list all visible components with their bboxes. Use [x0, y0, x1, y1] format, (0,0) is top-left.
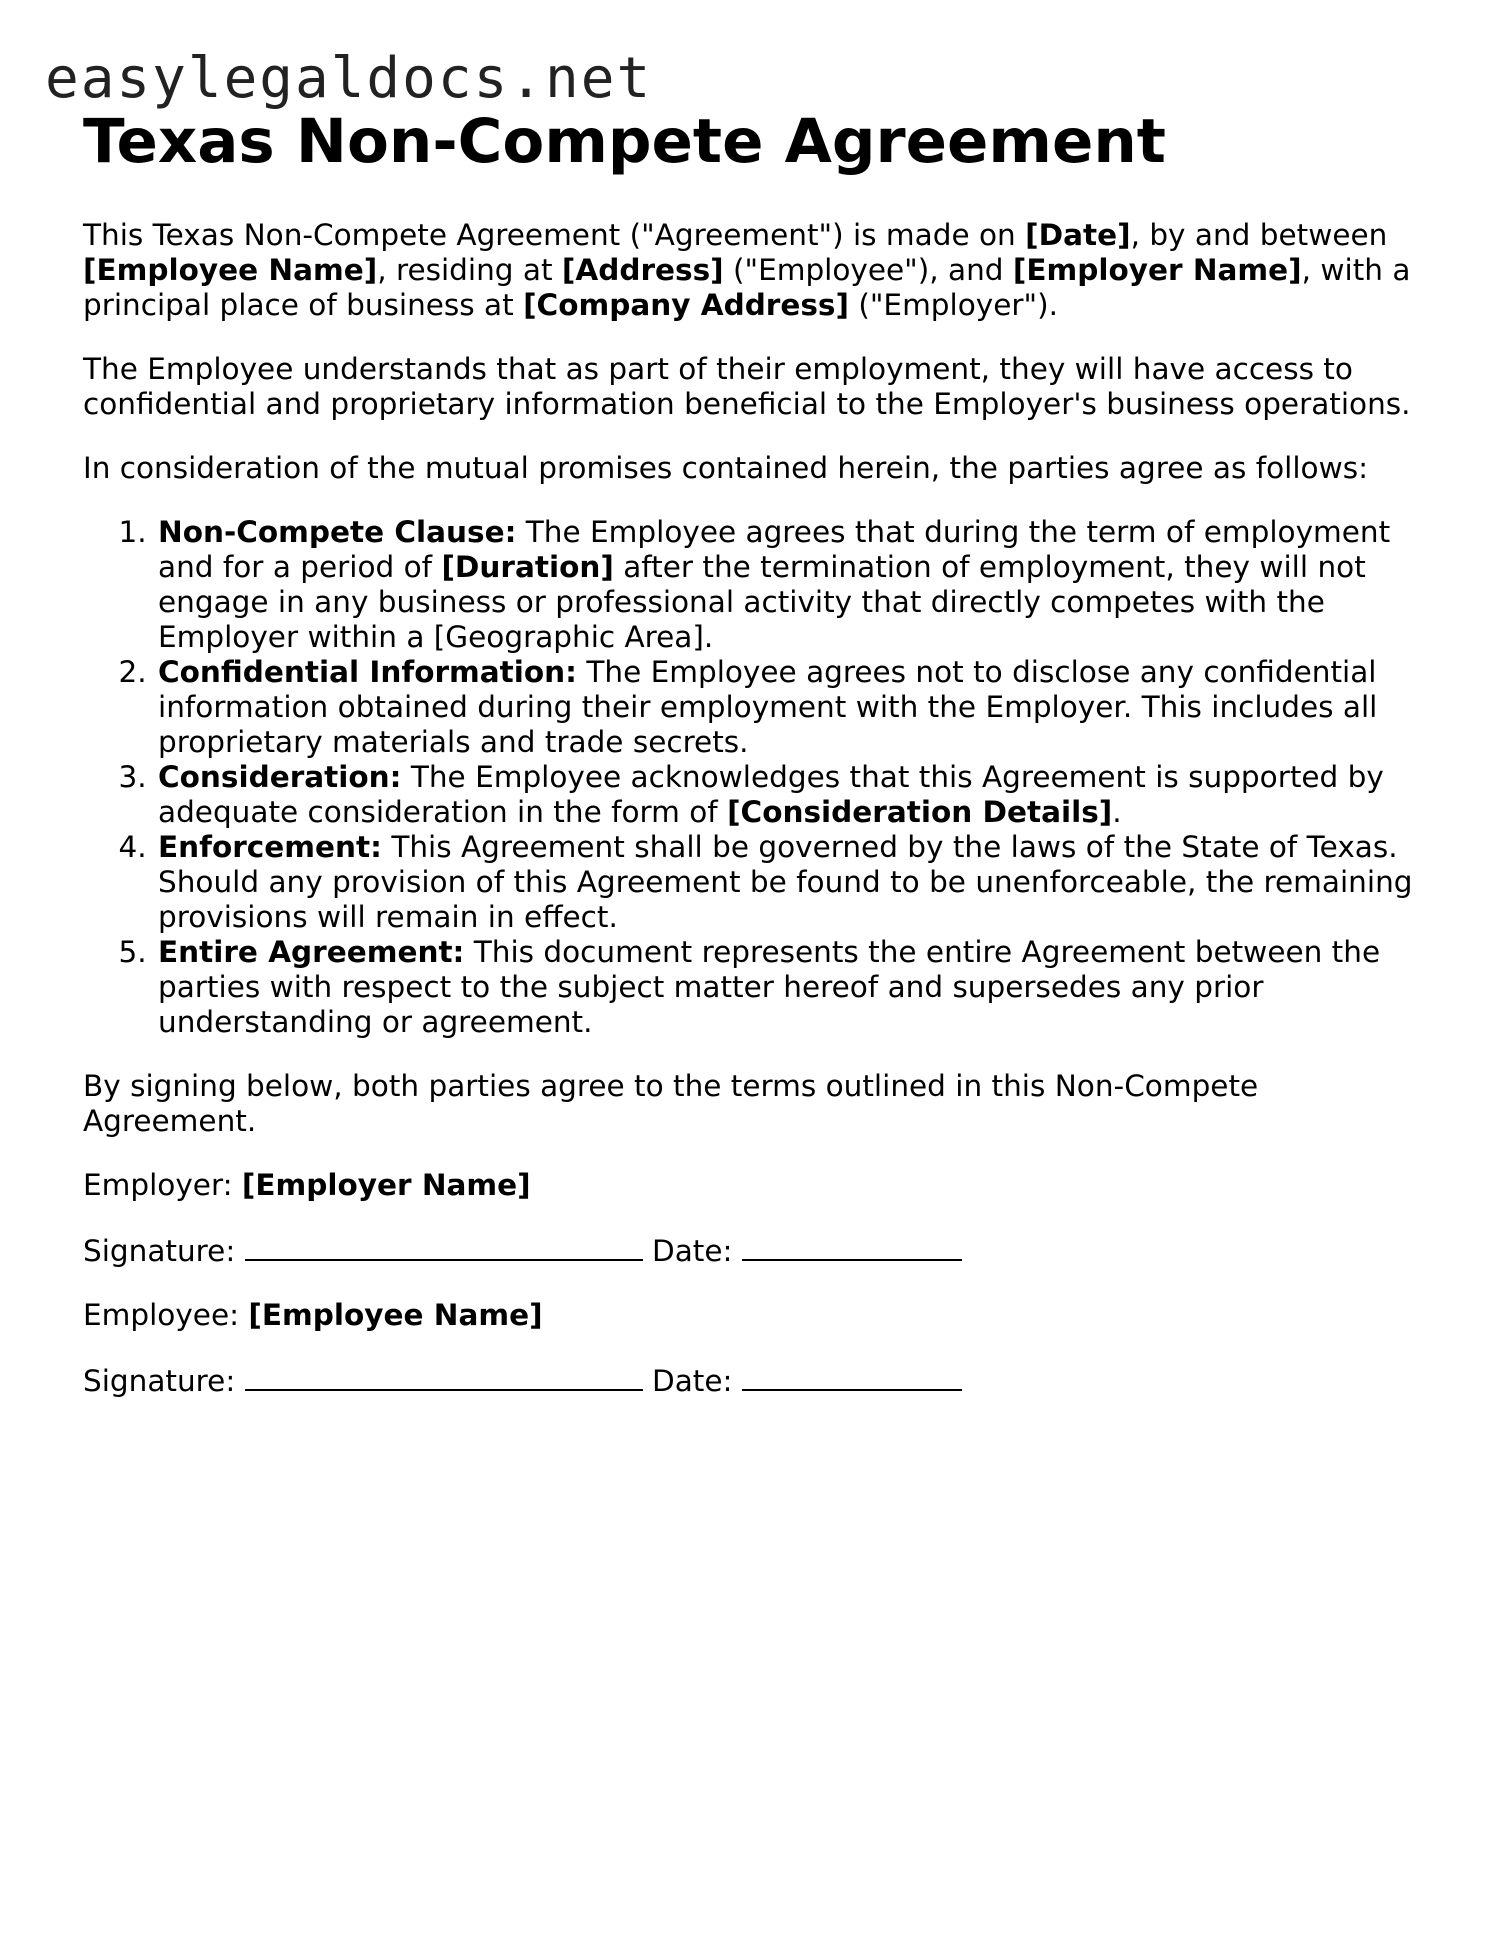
clause-heading: Entire Agreement:	[158, 935, 465, 969]
clause-text: after the termination of employment, they will not engage in any business or professional activity that directly competes with the Employer within a [Geographic Area].	[158, 550, 1366, 654]
clause-heading: Enforcement:	[158, 830, 382, 864]
clause-text: The Employee acknowledges that this Agreement is supported by adequate consideration in the form of	[158, 760, 1384, 829]
clause-enforcement	[156, 830, 1423, 935]
employee-line	[83, 1298, 1423, 1333]
watermark: easylegaldocs.net	[45, 46, 653, 111]
document-body	[83, 104, 1423, 1399]
employee-date-field[interactable]	[742, 1362, 962, 1391]
employer-signature-block	[83, 1168, 1423, 1269]
clause-text: This document represents the entire Agreement between the parties with respect to the subject matter hereof and supersedes any prior understanding or agreement.	[158, 935, 1381, 1039]
intro-paragraph	[83, 218, 1423, 323]
signature-label: Signature:	[83, 1234, 245, 1268]
date-label: Date:	[642, 1364, 742, 1398]
clause-heading: Consideration:	[158, 760, 402, 794]
intro-text: ("Employer").	[848, 288, 1058, 322]
employer-date-field[interactable]	[742, 1232, 962, 1261]
clause-text: This Agreement shall be governed by the laws of the State of Texas. Should any provision of this Agreement be found to be unenforceable, the remaining provisions will remain in effect.	[158, 830, 1413, 934]
employer-name-placeholder: [Employer Name]	[1012, 253, 1302, 287]
date-placeholder: [Date]	[1025, 218, 1131, 252]
consideration-details-placeholder: [Consideration Details]	[727, 795, 1113, 829]
clause-confidential-information	[156, 655, 1423, 760]
document-title: Texas Non-Compete Agreement	[83, 106, 1166, 177]
signature-label: Signature:	[83, 1364, 245, 1398]
address-placeholder: [Address]	[561, 253, 724, 287]
clause-text: .	[1112, 795, 1122, 829]
clause-non-compete	[156, 515, 1423, 655]
employer-signature-line	[83, 1232, 1423, 1269]
clause-list	[83, 515, 1423, 1040]
clause-entire-agreement	[156, 935, 1423, 1040]
intro-text: This Texas Non-Compete Agreement ("Agreement") is made on	[83, 218, 1026, 252]
employer-label: Employer:	[83, 1168, 242, 1202]
employer-line	[83, 1168, 1423, 1203]
employee-signature-block	[83, 1298, 1423, 1399]
employee-label: Employee:	[83, 1298, 249, 1332]
clause-heading: Confidential Information:	[158, 655, 577, 689]
signing-paragraph: By signing below, both parties agree to the terms outlined in this Non-Compete Agreement.	[83, 1069, 1259, 1138]
intro-text: , by and between	[1130, 218, 1388, 252]
clause-text: The Employee agrees that during the term of employment and for a period of	[158, 515, 1391, 584]
intro-text: ("Employee"), and	[723, 253, 1013, 287]
company-address-placeholder: [Company Address]	[523, 288, 849, 322]
consideration-paragraph: In consideration of the mutual promises contained herein, the parties agree as follows:	[83, 451, 1369, 485]
date-label: Date:	[642, 1234, 742, 1268]
access-paragraph: The Employee understands that as part of their employment, they will have access to confidential and proprietary information beneficial to the Employer's business operations.	[83, 352, 1411, 421]
clause-text: The Employee agrees not to disclose any confidential information obtained during their employment with the Employer. This includes all proprietary materials and trade secrets.	[158, 655, 1378, 759]
clause-heading: Non-Compete Clause:	[158, 515, 517, 549]
employee-name: [Employee Name]	[248, 1298, 543, 1332]
employer-signature-field[interactable]	[245, 1232, 643, 1261]
document-text	[83, 218, 1423, 1399]
employee-name-placeholder: [Employee Name]	[83, 253, 378, 287]
intro-text: , with a principal place of business at	[83, 253, 1411, 322]
duration-placeholder: [Duration]	[441, 550, 614, 584]
clause-consideration	[156, 760, 1423, 830]
employee-signature-line	[83, 1362, 1423, 1399]
intro-text: , residing at	[377, 253, 562, 287]
employee-signature-field[interactable]	[245, 1362, 643, 1391]
employer-name: [Employer Name]	[241, 1168, 531, 1202]
